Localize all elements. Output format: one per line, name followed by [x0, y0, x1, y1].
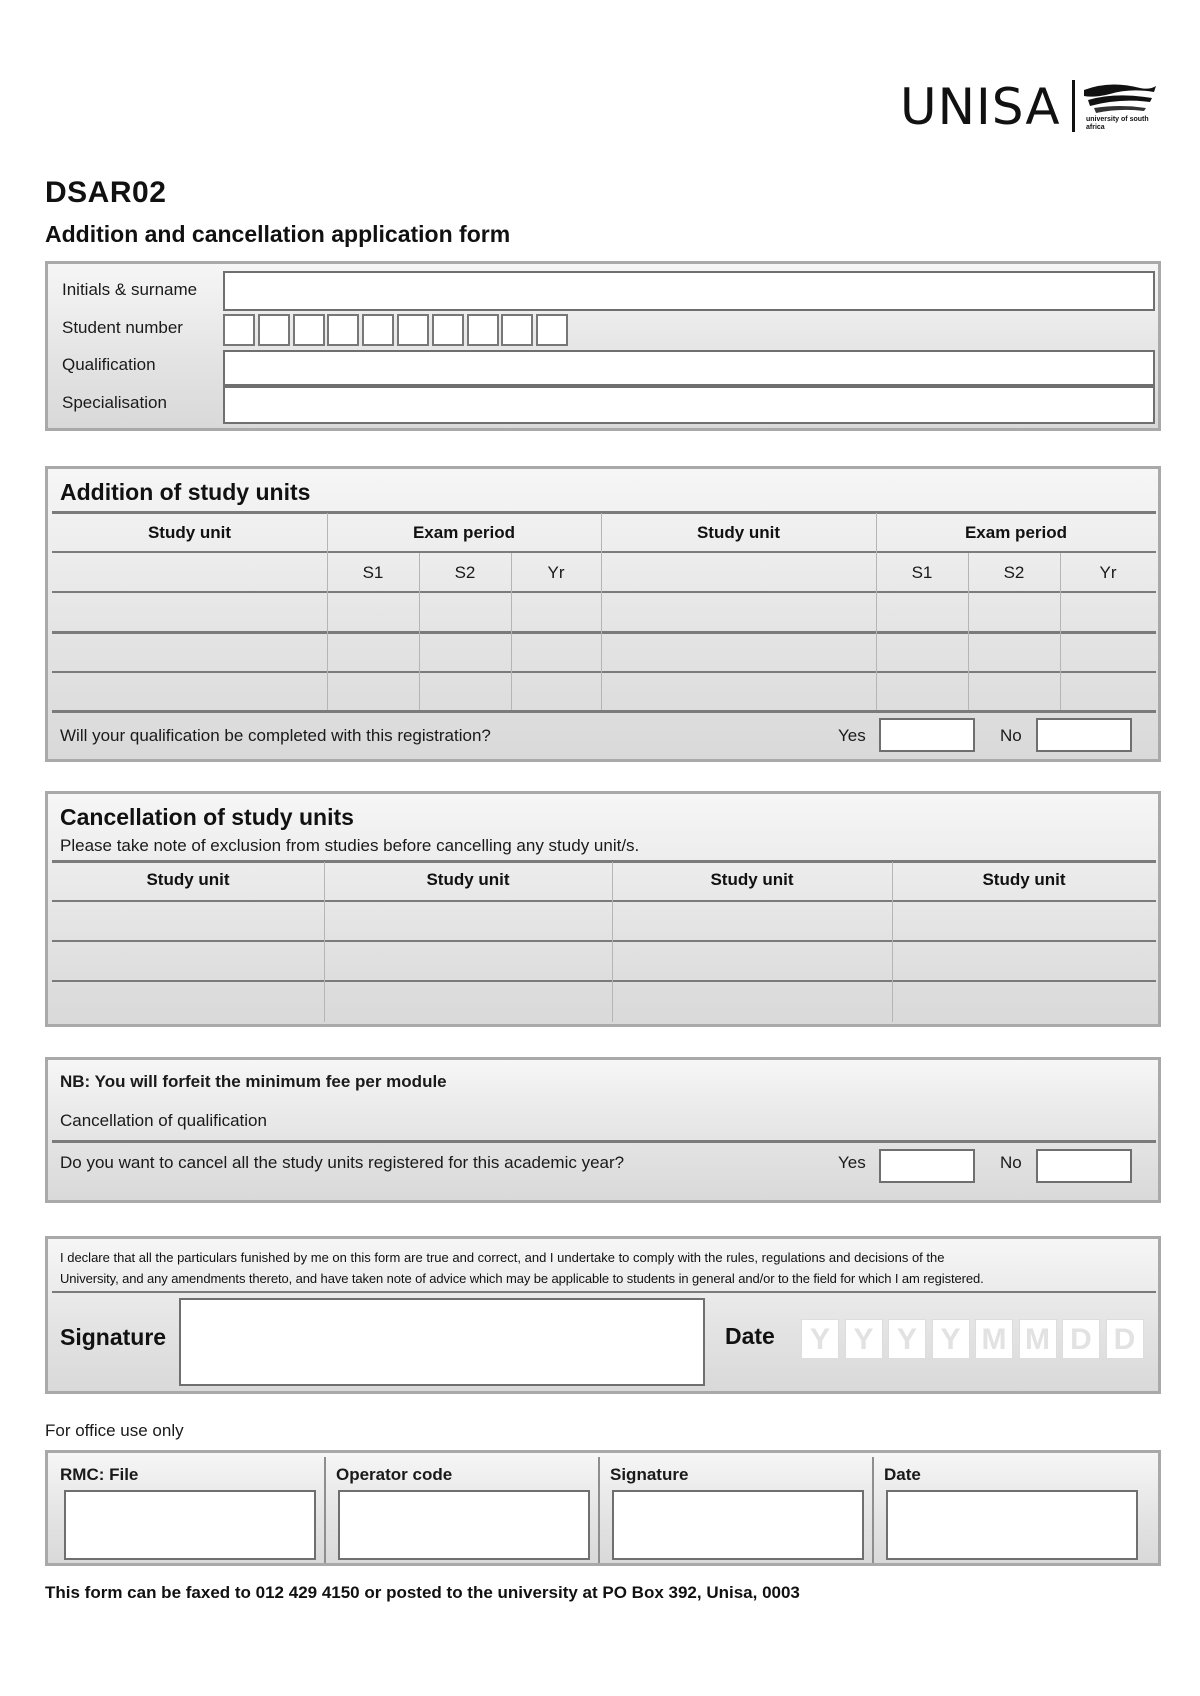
- date-char-box[interactable]: M: [1019, 1319, 1057, 1359]
- addition-col-study-unit-1: Study unit: [147, 523, 232, 542]
- cancellation-row-rule-2: [52, 940, 1156, 942]
- office-rmc-label: RMC: File: [60, 1465, 139, 1484]
- addition-panel: [45, 466, 1161, 762]
- specialisation-label: Specialisation: [62, 393, 167, 412]
- cancellation-vline: [324, 862, 325, 1022]
- addition-no-label: No: [1000, 726, 1022, 745]
- addition-rule: [52, 511, 1156, 514]
- declaration-rule: [52, 1291, 1156, 1293]
- office-vline: [598, 1457, 600, 1563]
- date-char-box[interactable]: D: [1106, 1319, 1144, 1359]
- addition-title: Addition of study units: [60, 479, 311, 505]
- addition-col-exam-period-1: Exam period: [412, 523, 516, 542]
- addition-vline: [327, 513, 328, 710]
- student-number-digit-box[interactable]: [327, 314, 359, 346]
- office-signature-box[interactable]: [612, 1490, 864, 1560]
- addition-sub-s2-1: S2: [454, 563, 476, 582]
- addition-row-rule-2: [52, 631, 1156, 634]
- addition-col-study-unit-2: Study unit: [696, 523, 781, 542]
- declaration-panel: [45, 1236, 1161, 1394]
- nb-rule: [52, 1140, 1156, 1143]
- addition-vline: [511, 553, 512, 710]
- student-number-digit-box[interactable]: [501, 314, 533, 346]
- initials-surname-input[interactable]: [223, 271, 1155, 311]
- nb-sub: Cancellation of qualification: [60, 1111, 267, 1130]
- cancellation-note: Please take note of exclusion from studies before cancelling any study unit/s.: [60, 836, 640, 855]
- nb-heading: NB: You will forfeit the minimum fee per module: [60, 1072, 447, 1091]
- nb-yes-box[interactable]: [879, 1149, 975, 1183]
- cancellation-row-rule-3: [52, 980, 1156, 982]
- addition-vline: [601, 513, 602, 710]
- logo-text: UNISA: [900, 78, 1061, 136]
- addition-sub-s2-2: S2: [1003, 563, 1025, 582]
- declaration-text-2: University, and any amendments thereto, and have taken note of advice which may be applicable to students in general and/or to the field for which I am registered.: [60, 1271, 984, 1286]
- office-date-label: Date: [884, 1465, 921, 1484]
- office-caption: For office use only: [45, 1421, 184, 1440]
- cancellation-rule: [52, 860, 1156, 863]
- nb-yes-label: Yes: [838, 1153, 866, 1172]
- student-number-digit-box[interactable]: [362, 314, 394, 346]
- logo-tagline: university of south africa: [1086, 116, 1149, 131]
- addition-no-box[interactable]: [1036, 718, 1132, 752]
- cancellation-vline: [892, 862, 893, 1022]
- addition-vline: [876, 513, 877, 710]
- student-number-label: Student number: [62, 318, 183, 337]
- addition-col-exam-period-2: Exam period: [964, 523, 1068, 542]
- date-char-box[interactable]: Y: [801, 1319, 839, 1359]
- qualification-input[interactable]: [223, 350, 1155, 386]
- cancellation-col-1: Study unit: [146, 870, 230, 889]
- date-char-box[interactable]: Y: [888, 1319, 926, 1359]
- office-vline: [324, 1457, 326, 1563]
- form-title: Addition and cancellation application form: [45, 221, 511, 247]
- addition-vline: [419, 553, 420, 710]
- student-number-digit-box[interactable]: [536, 314, 568, 346]
- addition-row-rule-3: [52, 671, 1156, 673]
- cancellation-panel: [45, 791, 1161, 1027]
- nb-panel: [45, 1057, 1161, 1203]
- unisa-logo: [900, 78, 1160, 138]
- addition-sub-s1-1: S1: [362, 563, 384, 582]
- qualification-label: Qualification: [62, 355, 156, 374]
- date-label: Date: [725, 1323, 775, 1349]
- logo-divider: [1072, 80, 1075, 132]
- student-number-digit-box[interactable]: [467, 314, 499, 346]
- signature-label: Signature: [60, 1324, 167, 1350]
- nb-no-label: No: [1000, 1153, 1022, 1172]
- signature-box[interactable]: [179, 1298, 705, 1386]
- addition-yes-label: Yes: [838, 726, 866, 745]
- student-number-digit-box[interactable]: [223, 314, 255, 346]
- addition-sub-yr-2: Yr: [1099, 563, 1117, 582]
- nb-no-box[interactable]: [1036, 1149, 1132, 1183]
- cancellation-vline: [612, 862, 613, 1022]
- office-date-box[interactable]: [886, 1490, 1138, 1560]
- addition-sub-s1-2: S1: [911, 563, 933, 582]
- cancellation-col-2: Study unit: [426, 870, 510, 889]
- date-char-box[interactable]: Y: [845, 1319, 883, 1359]
- office-vline: [872, 1457, 874, 1563]
- date-char-box[interactable]: Y: [932, 1319, 970, 1359]
- addition-row-rule-1: [52, 591, 1156, 593]
- student-number-digit-box[interactable]: [397, 314, 429, 346]
- cancellation-title: Cancellation of study units: [60, 804, 354, 830]
- office-operator-label: Operator code: [336, 1465, 453, 1484]
- addition-vline: [968, 553, 969, 710]
- date-char-box[interactable]: M: [975, 1319, 1013, 1359]
- office-signature-label: Signature: [610, 1465, 689, 1484]
- office-rmc-box[interactable]: [64, 1490, 316, 1560]
- cancellation-col-3: Study unit: [710, 870, 794, 889]
- student-number-digit-box[interactable]: [258, 314, 290, 346]
- addition-sub-yr-1: Yr: [547, 563, 565, 582]
- specialisation-input[interactable]: [223, 386, 1155, 424]
- addition-vline: [1060, 553, 1061, 710]
- addition-row-rule-4: [52, 710, 1156, 713]
- initials-surname-label: Initials & surname: [62, 280, 198, 299]
- declaration-text-1: I declare that all the particulars funished by me on this form are true and correct, and I undertake to comply with the rules, regulations and decisions of the: [60, 1250, 945, 1265]
- addition-yes-box[interactable]: [879, 718, 975, 752]
- date-char-box[interactable]: D: [1062, 1319, 1100, 1359]
- student-number-digit-box[interactable]: [293, 314, 325, 346]
- addition-header-rule: [52, 551, 1156, 553]
- date-input[interactable]: [801, 1319, 1151, 1361]
- cancellation-row-rule-1: [52, 900, 1156, 902]
- cancellation-col-4: Study unit: [982, 870, 1066, 889]
- office-operator-box[interactable]: [338, 1490, 590, 1560]
- student-number-digit-box[interactable]: [432, 314, 464, 346]
- student-number-boxes: [223, 314, 583, 346]
- personal-details-panel: [45, 261, 1161, 431]
- office-panel: [45, 1450, 1161, 1566]
- footer-note: This form can be faxed to 012 429 4150 or posted to the university at PO Box 392, Unisa, 0003: [45, 1583, 800, 1602]
- form-code: DSAR02: [45, 176, 167, 209]
- nb-question: Do you want to cancel all the study units registered for this academic year?: [60, 1153, 625, 1172]
- addition-question: Will your qualification be completed with this registration?: [60, 726, 491, 745]
